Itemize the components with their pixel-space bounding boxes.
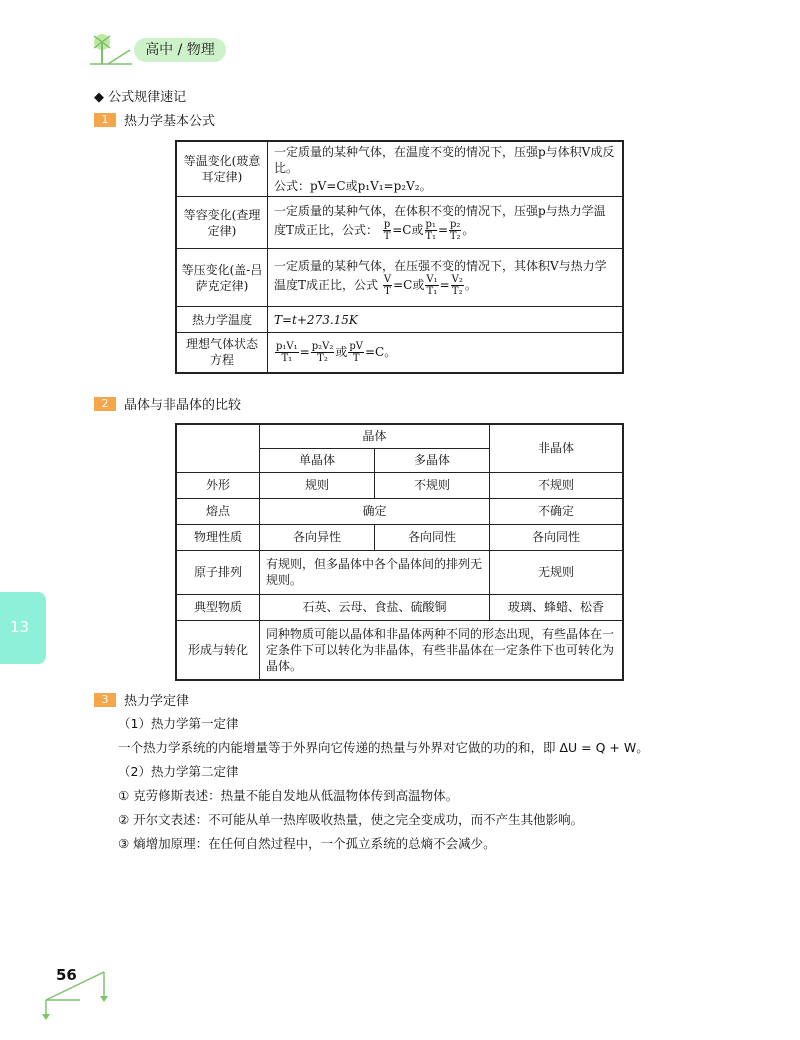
chapter-number: 13 (10, 618, 30, 636)
table-row (176, 141, 623, 197)
cell: 各向异性 (260, 524, 375, 550)
cell: 各向同性 (374, 524, 489, 550)
second-law-item: ① 克劳修斯表述：热量不能自发地从低温物体传到高温物体。 (118, 788, 459, 803)
fraction: $\frac{\text{p₁V₁}}{\text{T₁}}$ (276, 340, 298, 364)
row-label: 等温变化(玻意耳定律) (176, 141, 268, 197)
second-law-item: ③ 熵增加原理：在任何自然过程中，一个孤立系统的总熵不会减少。 (118, 836, 496, 851)
row-formula: 公式：pV=C或p₁V₁=p₂V₂。 (274, 179, 432, 193)
cell: 玻璃、蜂蜡、松香 (490, 594, 624, 620)
crystal-comparison-table (175, 423, 624, 681)
cell: 各向同性 (490, 524, 624, 550)
section-3-title (94, 690, 189, 709)
header-subject-label: 高中 / 物理 (134, 38, 226, 62)
table-row (176, 333, 623, 373)
col-header-poly: 多晶体 (374, 448, 489, 472)
section-heading: ◆ 公式规律速记 (94, 90, 187, 105)
section-2-title (94, 394, 241, 413)
table-row (176, 524, 623, 550)
second-law-title: （2）热力学第二定律 (118, 764, 239, 779)
table-row (176, 498, 623, 524)
col-header-amorphous: 非晶体 (490, 424, 624, 472)
table-row (176, 550, 623, 594)
row-label: 原子排列 (176, 550, 260, 594)
fraction: $\frac{\text{p₂}}{\text{T₂}}$ (449, 219, 461, 242)
table-row (176, 424, 623, 448)
fraction: $\frac{\text{p₁}}{\text{T₁}}$ (425, 219, 437, 242)
row-label: 等容变化(查理定律) (176, 197, 268, 249)
cell: 规则 (260, 472, 375, 498)
section-1-title (94, 110, 215, 129)
empty-corner (176, 424, 260, 472)
row-label: 理想气体状态方程 (176, 333, 268, 373)
col-header-single: 单晶体 (260, 448, 375, 472)
section-number: 3 (94, 693, 116, 707)
section-number: 1 (94, 113, 116, 127)
section-title-text: 晶体与非晶体的比较 (124, 398, 242, 413)
cell: 有规则，但多晶体中各个晶体间的排列无规则。 (260, 550, 490, 594)
row-label: 熔点 (176, 498, 260, 524)
section-title-text: 热力学基本公式 (124, 114, 216, 129)
footer-lever-icon (40, 966, 110, 1022)
cell: 不规则 (374, 472, 489, 498)
row-label: 等压变化(盖-吕萨克定律) (176, 249, 268, 307)
fraction: $\frac{\text{p₂V₂}}{\text{T₂}}$ (311, 340, 334, 364)
table-row (176, 594, 623, 620)
row-content: 一定质量的某种气体，在压强不变的情况下，其体积V与热力学温度T成正比，公式 $\frac{V}{T}$ =C或 $\frac{\text{V₁}}{\text{T₁}}$ = $\frac{\text{V₂}}{\text{T₂}}$ 。 (268, 249, 624, 307)
cell: 确定 (260, 498, 490, 524)
page-number: 56 (56, 966, 77, 984)
first-law-title: （1）热力学第一定律 (118, 716, 239, 731)
table-row (176, 197, 623, 249)
row-label: 外形 (176, 472, 260, 498)
row-label: 形成与转化 (176, 620, 260, 680)
fraction: $\frac{p}{T}$ (383, 219, 391, 242)
fraction: $\frac{\text{V₁}}{\text{T₁}}$ (426, 274, 438, 297)
fraction: $\frac{V}{T}$ (383, 274, 392, 297)
fraction: $\frac{\text{V₂}}{\text{T₂}}$ (451, 274, 463, 297)
table-row (176, 307, 623, 333)
table-row (176, 249, 623, 307)
fraction: $\frac{pV}{T}$ (349, 340, 363, 364)
col-header-crystal: 晶体 (260, 424, 490, 448)
chapter-tab (0, 592, 46, 664)
cell: 不规则 (490, 472, 624, 498)
thermo-formula-table (175, 140, 624, 374)
table-row (176, 472, 623, 498)
row-label: 物理性质 (176, 524, 260, 550)
row-content: 一定质量的某种气体，在体积不变的情况下，压强p与热力学温度T成正比，公式： $\frac{p}{T}$ =C或 $\frac{\text{p₁}}{\text{T₁}}$ = $\frac{\text{p₂}}{\text{T₂}}$ 。 (268, 197, 624, 249)
row-content (268, 141, 624, 197)
row-label: 热力学温度 (176, 307, 268, 333)
section-title-text: 热力学定律 (124, 694, 190, 709)
row-desc: 一定质量的某种气体，在体积不变的情况下，压强p与热力学温度T成正比，公式： (274, 204, 606, 237)
row-desc: 一定质量的某种气体，在压强不变的情况下，其体积V与热力学温度T成正比，公式 (274, 259, 607, 292)
section-number: 2 (94, 397, 116, 411)
cell: 不确定 (490, 498, 624, 524)
first-law-text: 一个热力学系统的内能增量等于外界向它传递的热量与外界对它做的功的和，即 ΔU = Q + W。 (118, 740, 649, 755)
row-content: T=t+273.15K (268, 307, 624, 333)
windmill-logo-icon (88, 32, 134, 70)
cell: 无规则 (490, 550, 624, 594)
second-law-item: ② 开尔文表述：不可能从单一热库吸收热量，使之完全变成功，而不产生其他影响。 (118, 812, 584, 827)
cell: 石英、云母、食盐、硫酸铜 (260, 594, 490, 620)
row-label: 典型物质 (176, 594, 260, 620)
row-desc: 一定质量的某种气体，在温度不变的情况下，压强p与体积V成反比。 (274, 145, 615, 175)
row-content: $\frac{\text{p₁V₁}}{\text{T₁}}$ = $\frac{\text{p₂V₂}}{\text{T₂}}$ 或 $\frac{pV}{T}$ =C。 (268, 333, 624, 373)
cell: 同种物质可能以晶体和非晶体两种不同的形态出现，有些晶体在一定条件下可以转化为非晶体，有些非晶体在一定条件下也可转化为晶体。 (260, 620, 624, 680)
table-row (176, 620, 623, 680)
